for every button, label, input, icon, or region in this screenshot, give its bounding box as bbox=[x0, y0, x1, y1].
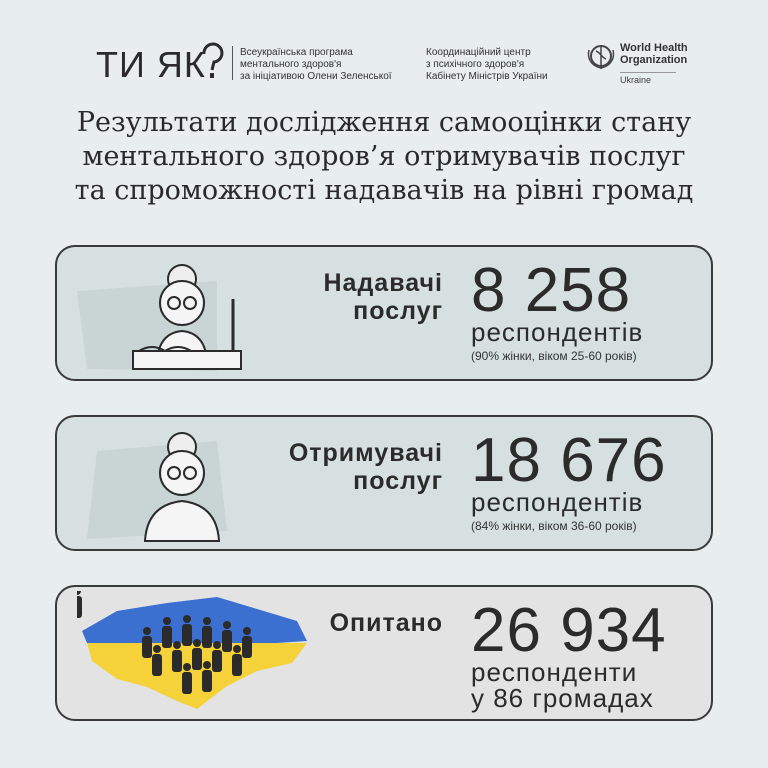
center-line: з психічного здоров'я bbox=[426, 59, 525, 70]
recipients-count: 18 676 bbox=[471, 426, 667, 495]
program-text bbox=[240, 47, 392, 83]
providers-note: (90% жінки, віком 25-60 років) bbox=[471, 349, 637, 363]
communities-count: у 86 громадах bbox=[471, 683, 654, 713]
coordination-center-text bbox=[426, 47, 548, 83]
ukraine-map-crowd-icon bbox=[77, 591, 317, 717]
recipient-illustration-icon bbox=[67, 421, 257, 547]
total-card bbox=[55, 585, 713, 721]
center-line: Кабінету Міністрів України bbox=[426, 71, 548, 82]
program-line: за ініціативою Олени Зеленської bbox=[240, 71, 392, 82]
total-count: 26 934 bbox=[471, 596, 667, 665]
program-line: ментального здоров'я bbox=[240, 59, 342, 70]
recipients-note: (84% жінки, віком 36-60 років) bbox=[471, 519, 637, 533]
respondents-unit: респонденти bbox=[471, 657, 638, 687]
title-line: Результати дослідження самооцінки стану bbox=[76, 107, 692, 138]
respondents-unit: респондентів bbox=[471, 487, 644, 517]
program-line: Всеукраїнська програма bbox=[240, 47, 353, 58]
providers-label bbox=[323, 269, 443, 325]
page-title bbox=[0, 106, 768, 208]
who-line: World Health bbox=[620, 42, 688, 54]
label-line: послуг bbox=[353, 467, 443, 495]
label-line: Надавачі bbox=[323, 269, 443, 297]
title-line: та спроможності надавачів на рівні громад bbox=[74, 175, 694, 206]
label-line: Отримувачі bbox=[288, 439, 443, 467]
label-line: послуг bbox=[353, 297, 443, 325]
who-name bbox=[620, 42, 688, 66]
providers-card bbox=[55, 245, 713, 381]
center-line: Координаційний центр bbox=[426, 47, 531, 58]
title-line: ментального здоров’я отримувачів послуг bbox=[82, 141, 686, 172]
question-mark-logo-icon bbox=[200, 40, 224, 80]
who-country: Ukraine bbox=[620, 72, 676, 85]
who-line: Organization bbox=[620, 54, 688, 66]
divider bbox=[232, 46, 233, 80]
surveyed-label bbox=[330, 609, 443, 637]
teacher-illustration-icon bbox=[67, 251, 257, 377]
who-emblem-icon bbox=[585, 42, 617, 72]
ty-yak-logo: ТИ ЯК bbox=[96, 44, 206, 85]
header bbox=[0, 38, 768, 88]
label-line: Опитано bbox=[329, 609, 443, 637]
respondents-unit: респондентів bbox=[471, 317, 644, 347]
recipients-card bbox=[55, 415, 713, 551]
recipients-label bbox=[289, 439, 443, 495]
providers-count: 8 258 bbox=[471, 256, 632, 325]
